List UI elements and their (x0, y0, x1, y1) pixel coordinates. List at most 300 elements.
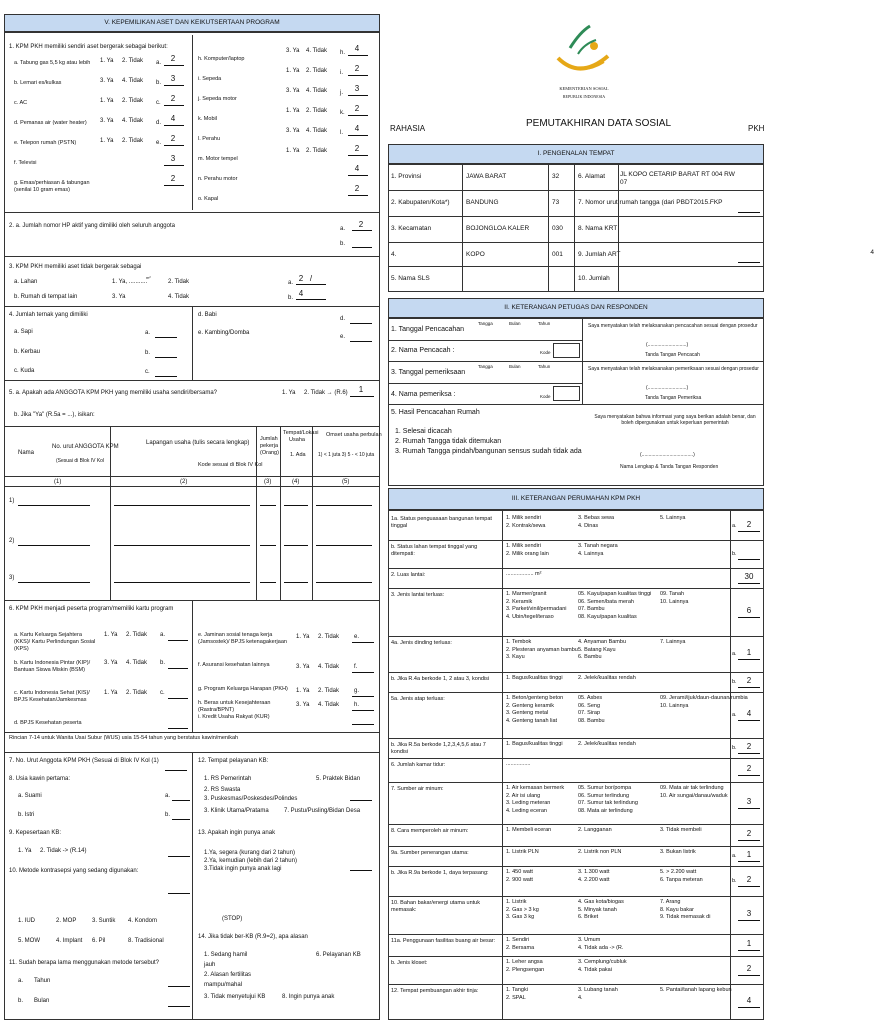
s3-value: 1 (746, 850, 752, 859)
s3-row-line (388, 984, 764, 985)
s3-value: 2 (746, 964, 752, 973)
tbl-cell-line (316, 505, 372, 506)
s3-option: 3. Tidak membeli (660, 827, 702, 833)
s3-option: 5. Lainnya (660, 515, 686, 521)
s3-option: 4. Ubin/tegel/teraso (506, 613, 554, 620)
section-i-title: I. PENGENALAN TEMPAT (537, 149, 615, 157)
asset-value: 4 (170, 114, 176, 123)
s2-line3 (388, 383, 582, 384)
q10-label: 10. Metode kontrasepsi yang sedang digunakan: (9, 868, 139, 874)
s3-value: 2 (746, 829, 752, 838)
q11a-key: a. (18, 978, 24, 984)
asset-line (164, 65, 184, 66)
s3-key: a. (732, 853, 737, 859)
logo-country: REPUBLIK INDONESIA (562, 94, 606, 99)
asset-opt: 1. Ya (100, 58, 114, 64)
s3-option: 08. Kayu/papan kualitas (578, 613, 637, 620)
q8b-label: b. Istri (18, 812, 35, 818)
logo-icon (550, 18, 616, 82)
s3-option: 05. Kayu/papan kualitas tinggi (578, 591, 652, 597)
s2-decl2: Saya menyatakan telah melaksanakan pemeriksaan sesuai dengan prosedur (588, 366, 759, 372)
tbl-cell-line (284, 545, 308, 546)
s1-label: 5. Nama SLS (391, 275, 430, 282)
q6-opt: 3. Ya (104, 660, 118, 666)
s3-option: 1. Bagus/kualitas tinggi (506, 675, 563, 681)
asset-label: b. Lemari es/kulkas (14, 80, 62, 86)
q3b-line (296, 299, 326, 300)
q13-line (350, 870, 372, 871)
s3-value: 3 (746, 797, 752, 806)
q8-label: 8. Usia kawin pertama: (9, 776, 71, 782)
s1-col1 (462, 164, 463, 292)
tbl-row3: 3) (9, 575, 15, 581)
s3-value: 4 (746, 709, 752, 718)
s2-kode2: Kode (540, 394, 551, 399)
q7-label: 7. No. Urut Anggota KPM PKH (Sesuai di Blok IV Kol (1) (9, 758, 159, 764)
s3-key: a. (732, 712, 737, 718)
q3-label: 3. KPM PKH memiliki aset tidak bergerak sebagai (9, 264, 142, 270)
section-ii-header (388, 298, 764, 318)
s3-value-line (738, 583, 760, 584)
asset-label: h. Komputer/laptop (198, 56, 245, 62)
q14-opt2: 2. Alasan fertilitas (204, 972, 252, 978)
doc-code: PKH (748, 124, 765, 133)
asset-opt: 1. Ya (286, 108, 300, 114)
tbl-n2: (2) (180, 479, 188, 485)
s2-tgl-label: 1. Tanggal Pencacahan (391, 326, 465, 333)
q12-label: 12. Tempat pelayanan KB: (198, 758, 269, 764)
asset-value: 2 (170, 174, 176, 183)
tbl-h-pekerja: Jumlah pekerja (Orang) (260, 436, 279, 456)
s3-question: 9a. Sumber penerangan utama: (391, 850, 469, 856)
s3-option: 1. Tembok (506, 639, 532, 645)
s3-option: 3. Genteng metal (506, 710, 549, 716)
q8b-line (172, 819, 190, 820)
tbl-col4 (312, 426, 313, 601)
asset-line (348, 195, 368, 196)
tbl-row1: 1) (9, 498, 15, 504)
asset-key: h. (340, 50, 346, 56)
q4-bottom-line (4, 380, 380, 381)
s3-option: 4. Dinas (578, 522, 599, 529)
q13-stop: (STOP) (222, 916, 243, 922)
s3-option: 07. Bambu (578, 606, 605, 612)
asset-line (164, 165, 184, 166)
s3-value-line (738, 861, 760, 862)
s3-question: b. Status lahan tempat tinggal yang ditempati: (391, 544, 478, 557)
tbl-h-lap: Lapangan usaha (tulis secara lengkap) (146, 440, 250, 446)
s3-option: 2. Keramik (506, 598, 533, 605)
s3-option: 1. 450 watt (506, 869, 533, 875)
s2-kode1-box (553, 343, 580, 358)
s1-row-line (388, 190, 764, 191)
tbl-cell-line (114, 545, 250, 546)
asset-key: d. (156, 120, 162, 126)
asset-opt: 1. Ya (100, 98, 114, 104)
s2-tglp-tanggal: Tangga (478, 364, 493, 369)
q3a-unit: m² (146, 275, 151, 280)
q2-bottom-line (4, 256, 380, 257)
rahasia-label: RAHASIA (390, 124, 426, 133)
asset-value: 2 (354, 64, 360, 73)
asset-line (348, 175, 368, 176)
s2-decl3: Saya menyatakan bahwa informasi yang saya berikan adalah benar, dan boleh dipergunakan untuk keperluan pemerintah (594, 414, 756, 427)
q13-opt3: 3.Tidak ingin punya anak lagi (204, 866, 282, 872)
asset-opt: 4. Tidak (306, 128, 328, 134)
q4-item-d: d. Babi (198, 312, 217, 318)
section-i-header (388, 144, 764, 164)
s3-option: 2. SPAL (506, 994, 526, 1001)
asset-opt: 1. Ya (286, 68, 300, 74)
s3-option: 1. Air kemasan bermerk (506, 785, 565, 791)
q14-label: 14. Jika tidak ber-KB (R.9=2), apa alasan (198, 934, 308, 940)
s3-value-line (738, 687, 760, 688)
s1-right-label: 8. Nama KRT (578, 225, 618, 232)
s3-row-line (388, 782, 764, 783)
q9-opt2: 2. Tidak -> (R.14) (40, 848, 87, 854)
asset-label: g. Emas/perhiasan & tabungan (senilai 10 gram emas) (14, 180, 90, 193)
section-ii-title: II. KETERANGAN PETUGAS DAN RESPONDEN (504, 303, 648, 311)
asset-opt: 4. Tidak (306, 88, 328, 94)
q6-label: b. Kartu Indonesia Pintar (KIP)/ Bantuan Siswa Miskin (BSM) (14, 660, 91, 673)
q8b-key: b. (165, 812, 171, 818)
q6-key: f. (354, 664, 358, 670)
q6-key: e. (354, 634, 360, 640)
q6-label: d. BPJS Kesehatan peserta (14, 720, 82, 726)
s3-option: 1. Tangki (506, 987, 528, 993)
s3-option: 1. Listrik (506, 899, 527, 905)
q14-opt2b: mampu/mahal (204, 982, 243, 988)
s1-right-label: 7. Nomor urut rumah tangga (dari PBDT2015.FKP (578, 199, 723, 206)
q14-opt4: 6. Pelayanan KB (316, 952, 361, 958)
s1-right-label: 9. Jumlah ART (578, 251, 621, 258)
s3-option: 09. Mata air tak terlindung (660, 785, 724, 791)
q6-key: a. (160, 632, 166, 638)
s3-row-line (388, 824, 764, 825)
q10-option: 1. IUD (18, 918, 36, 924)
q5-line (350, 396, 374, 397)
s3-option: 3. Gas 3 kg (506, 914, 535, 920)
s2-kode1: Kode (540, 350, 551, 355)
q4-key-a: a. (145, 330, 151, 336)
s2-dots1: (............................) (646, 342, 689, 348)
q5-opt1: 1. Ya (282, 390, 296, 396)
q14-opt3: 3. Tidak menyetujui KB (204, 994, 266, 1000)
q9-line (168, 856, 190, 857)
tbl-n3: (3) (264, 479, 272, 485)
s3-option: 10. Lainnya (660, 702, 689, 709)
q11b-line (168, 1006, 190, 1007)
asset-value: 2 (170, 54, 176, 63)
tbl-cell-line (114, 505, 250, 506)
q3a-line (296, 284, 326, 285)
asset-label: j. Sepeda motor (198, 96, 237, 102)
q2a-key: a. (340, 226, 346, 232)
tbl-col3 (280, 426, 281, 601)
s3-option: 09. Jerami/ijuk/daun-daunan/rumbia (660, 695, 748, 701)
q6-line (168, 668, 188, 669)
q12-opt2: 2. RS Swasta (204, 787, 241, 793)
q6-opt: 4. Tidak (318, 702, 340, 708)
s1-value: BANDUNG (466, 199, 499, 206)
q6-key: b. (160, 660, 166, 666)
q4-key-c: c. (145, 369, 150, 375)
s3-value-line (738, 1007, 760, 1008)
q5-label: 5. a. Apakah ada ANGGOTA KPM PKH yang memiliki usaha sendiri/bersama? (9, 390, 217, 396)
s3-option: 06. Semen/bata merah (578, 598, 634, 605)
tbl-h-kode: Kode sesuai di Blok IV Kol (198, 462, 263, 468)
s1-col3 (574, 164, 575, 292)
s3-qdivider (502, 510, 503, 1020)
tbl-top (4, 426, 380, 427)
s3-question: 6. Jumlah kamar tidur: (391, 762, 446, 768)
s3-option: 2. Listrik non PLN (578, 849, 622, 855)
q3a-key: a. (288, 280, 294, 286)
q13-label: 13. Apakah ingin punya anak (198, 830, 276, 836)
q4-item-c: c. Kuda (14, 368, 35, 374)
s1-row-line (388, 242, 764, 243)
q4-key-b: b. (145, 350, 151, 356)
s3-value-line (738, 775, 760, 776)
s3-value: 1 (746, 648, 752, 657)
s1-code: 32 (552, 173, 560, 180)
tbl-cell-line (260, 582, 276, 583)
s3-row-line (388, 866, 764, 867)
s3-key: b. (732, 679, 737, 685)
q6-label: a. Kartu Keluarga Sejahtera (KKS)/ Kartu Perlindungan Sosial (KPS) (14, 632, 96, 652)
q6-opt: 2. Tidak (318, 688, 340, 694)
s3-value-line (738, 617, 760, 618)
asset-value: 2 (354, 184, 360, 193)
tbl-n1: (1) (54, 479, 62, 485)
q9-opt1: 1. Ya (18, 848, 32, 854)
s3-row-line (388, 636, 764, 637)
s3-option: 5. Batang Kayu (578, 646, 616, 653)
asset-label: o. Kapal (198, 196, 219, 202)
s3-option: 05. Sumur bor/pompa (578, 785, 632, 791)
tbl-n5: (5) (342, 479, 350, 485)
s3-value: 3 (746, 909, 752, 918)
q6-opt: 1. Ya (104, 632, 118, 638)
s3-option: 5. Pantai/tanah lapang kebun (660, 987, 732, 993)
asset-opt: 2. Tidak (122, 98, 144, 104)
asset-line (164, 125, 184, 126)
s3-option: .................. m² (506, 571, 542, 577)
asset-label: l. Perahu (198, 136, 221, 142)
s3-question: 8. Cara memperoleh air minum: (391, 828, 469, 834)
s1-code: 030 (552, 225, 563, 232)
q5b-label: b. Jika "Ya" (R.5a = ...), isikan: (14, 412, 95, 418)
q4-item-a: a. Sapi (14, 329, 33, 335)
tbl-cell-line (316, 582, 372, 583)
s3-row-line (388, 568, 764, 569)
q6-line (168, 728, 188, 729)
s3-option: 7. Arang (660, 899, 681, 905)
q3a-opt1: 1. Ya, ........... (112, 279, 148, 285)
s3-option: 3. Lubang tanah (578, 987, 618, 993)
s3-value: 4 (746, 996, 752, 1005)
s3-option: 1. Bagus/kualitas tinggi (506, 741, 563, 747)
s3-value-line (738, 886, 760, 887)
q6-opt: 2. Tidak (318, 634, 340, 640)
s3-option: 3. Cemplung/cubluk (578, 959, 627, 965)
s1-value: JAWA BARAT (466, 173, 507, 180)
tbl-cell-line (284, 505, 308, 506)
q11b-unit: Bulan (34, 998, 50, 1004)
s3-row-line (388, 934, 764, 935)
s2-kode2-box (553, 386, 580, 401)
tbl-row2: 2) (9, 538, 15, 544)
q6-label: c. Kartu Indonesia Sehat (KIS)/ BPJS Kesehatan/Jamkesmas (14, 690, 90, 703)
q11-label: 11. Sudah berapa lama menggunakan metode tersebut? (9, 960, 159, 966)
s3-value-line (738, 920, 760, 921)
asset-line (164, 105, 184, 106)
s3-question: 12. Tempat pembuangan akhir tinja: (391, 988, 479, 994)
q13-opt1: 1.Ya, segera (kurang dari 2 tahun) (204, 850, 295, 856)
asset-label: c. AC (14, 100, 28, 106)
s1-box-line (738, 262, 760, 263)
s2-dots2: (............................) (646, 385, 689, 391)
q6-bottom (4, 732, 380, 733)
asset-value: 4 (354, 44, 360, 53)
q6-opt: 4. Tidak (318, 664, 340, 670)
s1-right-label: 10. Jumlah (578, 275, 610, 282)
s3-option: 08. Mata air terlindung (578, 807, 633, 814)
asset-opt: 4. Tidak (122, 118, 144, 124)
s1-label: 4. (391, 251, 397, 258)
s3-question: 11a. Penggunaan fasilitas buang air besar: (391, 938, 496, 944)
asset-key: b. (156, 80, 162, 86)
asset-value: 3 (354, 84, 360, 93)
s2-nama-label: 2. Nama Pencacah : (391, 347, 455, 354)
s3-value: 30 (744, 572, 754, 581)
q4-line-a (155, 337, 177, 338)
s2-tgl-tanggal: Tangga (478, 321, 493, 326)
q12-opt1: 1. RS Pemerintah (204, 776, 252, 782)
s3-question: 3. Jenis lantai terluas: (391, 592, 445, 598)
s3-option: 8. Kayu bakar (660, 906, 694, 913)
asset-opt: 2. Tidak (306, 108, 328, 114)
asset-key: k. (340, 110, 345, 116)
s2-decl1: Saya menyatakan telah melaksanakan pencacahan sesuai dengan prosedur (588, 323, 758, 329)
asset-label: i. Sepeda (198, 76, 222, 82)
tbl-cell-line (260, 545, 276, 546)
s3-option: 07. Sirap (578, 710, 601, 716)
s1-box-line (738, 212, 760, 213)
q4-key-e: e. (340, 334, 346, 340)
tbl-h-lokasi-sub: 1. Ada (290, 452, 306, 458)
q1-divider (192, 35, 193, 210)
q6-label: 6. KPM PKH menjadi peserta program/memiliki kartu program (9, 606, 174, 612)
s3-question: 7. Sumber air minum: (391, 786, 444, 792)
s1-label: 2. Kabupaten/Kota*) (391, 199, 450, 206)
asset-label: d. Pemanas air (water heater) (14, 120, 87, 126)
s2-hasil: 5. Hasil Pencacahan Rumah (391, 409, 480, 416)
q4-line-d (350, 323, 372, 324)
q6-key: g. (354, 688, 360, 694)
tbl-cell-line (18, 582, 90, 583)
q6-opt: 2. Tidak (126, 632, 148, 638)
s3-value: 2 (746, 875, 752, 884)
asset-opt: 2. Tidak (122, 138, 144, 144)
q11b-key: b. (18, 998, 24, 1004)
s3-option: 9. Tidak memasak di (660, 914, 711, 920)
q6-label: i. Kredit Usaha Rakyat (KUR) (198, 714, 270, 720)
s3-option: 2. Milik orang lain (506, 550, 549, 557)
q6-key: c. (160, 690, 165, 696)
q13-opt2: 2.Ya, kemudian (lebih dari 2 tahun) (204, 858, 297, 864)
s3-row-line (388, 956, 764, 957)
tbl-cell-line (260, 505, 276, 506)
s3-value-line (738, 720, 760, 721)
q2-label: 2. a. Jumlah nomor HP aktif yang dimiliki oleh seluruh anggota (9, 223, 175, 229)
s2-tglp-tahun: Tahun (538, 364, 551, 369)
asset-value: 3 (170, 154, 176, 163)
section-iii-header (388, 488, 764, 510)
s3-option: 6. Briket (578, 914, 599, 920)
q4-divider (192, 306, 193, 380)
q14-opt1: 1. Sedang hamil (204, 952, 248, 958)
s2-dots3: (.....................................) (640, 452, 695, 458)
q12-opt4: 3. Klinik Utama/Pratama (204, 808, 269, 814)
s3-key: b. (732, 551, 737, 557)
asset-line (348, 95, 368, 96)
logo-org: KEMENTERIAN SOSIAL (559, 86, 609, 91)
s3-question: b. Jika R.9a berkode 1, daya terpasang: (391, 870, 489, 876)
s2-line2 (388, 361, 764, 362)
s3-value-line (738, 840, 760, 841)
q4-item-e: e. Kambing/Domba (198, 330, 250, 336)
s2-hasil1: 1. Selesai dicacah (395, 428, 452, 435)
s3-question: b. Jika R.4a berkode 1, 2 atau 3, kondisi (391, 676, 490, 682)
s3-option: 09. Tanah (660, 591, 685, 597)
s3-question: 4a. Jenis dinding terluas: (391, 640, 452, 646)
asset-line (164, 85, 184, 86)
tbl-h-no: No. urut ANGGOTA KPM (52, 444, 119, 450)
s2-line1 (388, 340, 582, 341)
s3-value: 2 (746, 520, 752, 529)
s3-question: 10. Bahan bakar/energi utama untuk memasak: (391, 900, 480, 913)
s3-value-line (738, 950, 760, 951)
tbl-h-omset-sub: 1) < 1 juta 3) 5 - < 10 juta (318, 452, 375, 458)
q7-divider (192, 752, 193, 1020)
doc-title: PEMUTAKHIRAN DATA SOSIAL (526, 118, 672, 129)
s3-question: 2. Luas lantai: (391, 572, 426, 578)
q6-line (352, 696, 374, 697)
q2a-value: 2 (358, 220, 364, 229)
q4-line-e (350, 341, 372, 342)
q8a-label: a. Suami (18, 793, 42, 799)
q5-opt2: 2. Tidak → (R.6) (304, 390, 348, 396)
q6-line (352, 642, 374, 643)
s3-option: 2. Plengsengan (506, 966, 545, 973)
s3-option: 2. Plesteran anyaman bambu (506, 646, 578, 653)
s3-option: 06. Seng (578, 702, 601, 709)
s3-option: 3. Bebas sewa (578, 515, 615, 521)
s2-namap-label: 4. Nama pemeriksa : (391, 391, 456, 398)
asset-label: e. Telepon rumah (PSTN) (14, 140, 77, 146)
q6-opt: 1. Ya (296, 634, 310, 640)
asset-opt: 4. Tidak (122, 78, 144, 84)
s3-option: 7. Lainnya (660, 639, 686, 645)
asset-key: j. (340, 90, 343, 96)
tbl-hdr-bottom (4, 476, 380, 477)
asset-opt: 3. Ya (286, 88, 300, 94)
q4-line-b (155, 357, 177, 358)
asset-line (164, 145, 184, 146)
asset-key: e. (156, 140, 162, 146)
q12-opt3: 3. Puskesmas/Poskesdes/Polindes (204, 796, 298, 802)
